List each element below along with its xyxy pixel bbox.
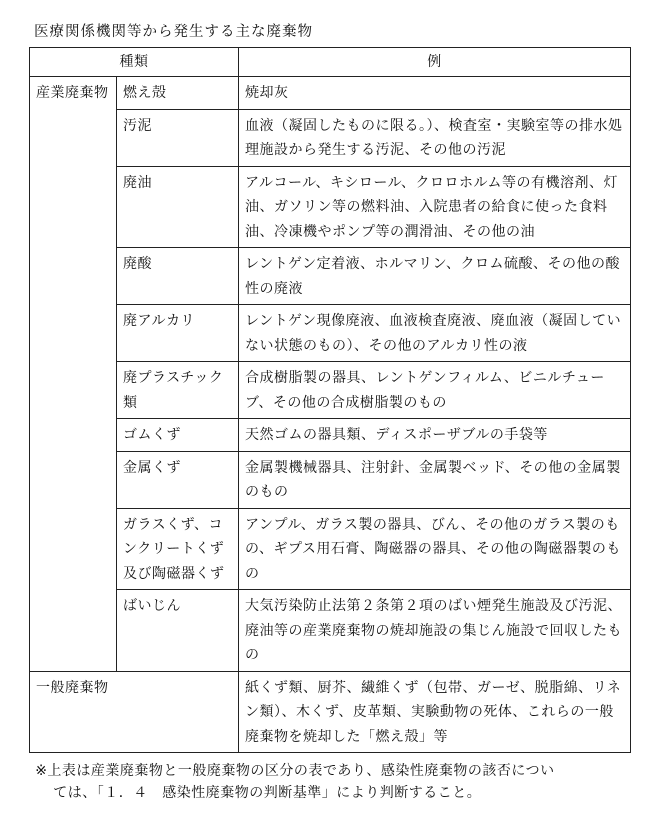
table-row (30, 248, 631, 305)
header-type: 種類 (30, 48, 239, 77)
type-cell: 燃え殻 (117, 77, 239, 110)
footnote-line-1: ※上表は産業廃棄物と一般廃棄物の区分の表であり、感染性廃棄物の該否につい (35, 763, 555, 779)
example-cell: レントゲン現像廃液、血液検査廃液、廃血液（凝固していない状態のもの）、その他のアルカリ性の液 (239, 305, 631, 362)
footnote-line-2: ては、「１．４ 感染性廃棄物の判断基準」により判断すること。 (53, 785, 482, 801)
type-cell: 廃プラスチック類 (117, 362, 239, 419)
table-header-row (30, 48, 631, 77)
example-cell: レントゲン定着液、ホルマリン、クロム硫酸、その他の酸性の廃液 (239, 248, 631, 305)
table-row (30, 109, 631, 166)
table-row (30, 419, 631, 452)
type-cell: 廃油 (117, 166, 239, 248)
type-cell: ガラスくず、コンクリートくず及び陶磁器くず (117, 508, 239, 590)
table-row (30, 671, 631, 753)
table-row (30, 166, 631, 248)
example-cell: 大気汚染防止法第２条第２項のばい煙発生施設及び汚泥、廃油等の産業廃棄物の焼却施設の集じん施設で回収したもの (239, 590, 631, 672)
type-cell: 金属くず (117, 451, 239, 508)
type-cell: 廃アルカリ (117, 305, 239, 362)
category-industrial: 産業廃棄物 (30, 77, 117, 672)
table-row (30, 362, 631, 419)
header-example: 例 (239, 48, 631, 77)
table-row (30, 77, 631, 110)
category-general: 一般廃棄物 (30, 671, 239, 753)
example-cell: アンプル、ガラス製の器具、びん、その他のガラス製のもの、ギプス用石膏、陶磁器の器具、その他の陶磁器製のもの (239, 508, 631, 590)
footnote (35, 760, 628, 804)
waste-table (29, 47, 631, 753)
type-cell: 廃酸 (117, 248, 239, 305)
example-cell: 紙くず類、厨芥、繊維くず（包帯、ガーゼ、脱脂綿、リネン類）、木くず、皮革類、実験動物の死体、これらの一般廃棄物を焼却した「燃え殻」等 (239, 671, 631, 753)
document-title: 医療関係機関等から発生する主な廃棄物 (34, 24, 313, 40)
type-cell: ばいじん (117, 590, 239, 672)
example-cell: 天然ゴムの器具類、ディスポーザブルの手袋等 (239, 419, 631, 452)
table-row (30, 305, 631, 362)
type-cell: 汚泥 (117, 109, 239, 166)
example-cell: 合成樹脂製の器具、レントゲンフィルム、ビニルチューブ、その他の合成樹脂製のもの (239, 362, 631, 419)
table-row (30, 451, 631, 508)
example-cell: 血液（凝固したものに限る。）、検査室・実験室等の排水処理施設から発生する汚泥、その他の汚泥 (239, 109, 631, 166)
example-cell: 焼却灰 (239, 77, 631, 110)
table-row (30, 590, 631, 672)
example-cell: 金属製機械器具、注射針、金属製ベッド、その他の金属製のもの (239, 451, 631, 508)
type-cell: ゴムくず (117, 419, 239, 452)
example-cell: アルコール、キシロール、クロロホルム等の有機溶剤、灯油、ガソリン等の燃料油、入院患者の給食に使った食料油、冷凍機やポンプ等の潤滑油、その他の油 (239, 166, 631, 248)
table-row (30, 508, 631, 590)
